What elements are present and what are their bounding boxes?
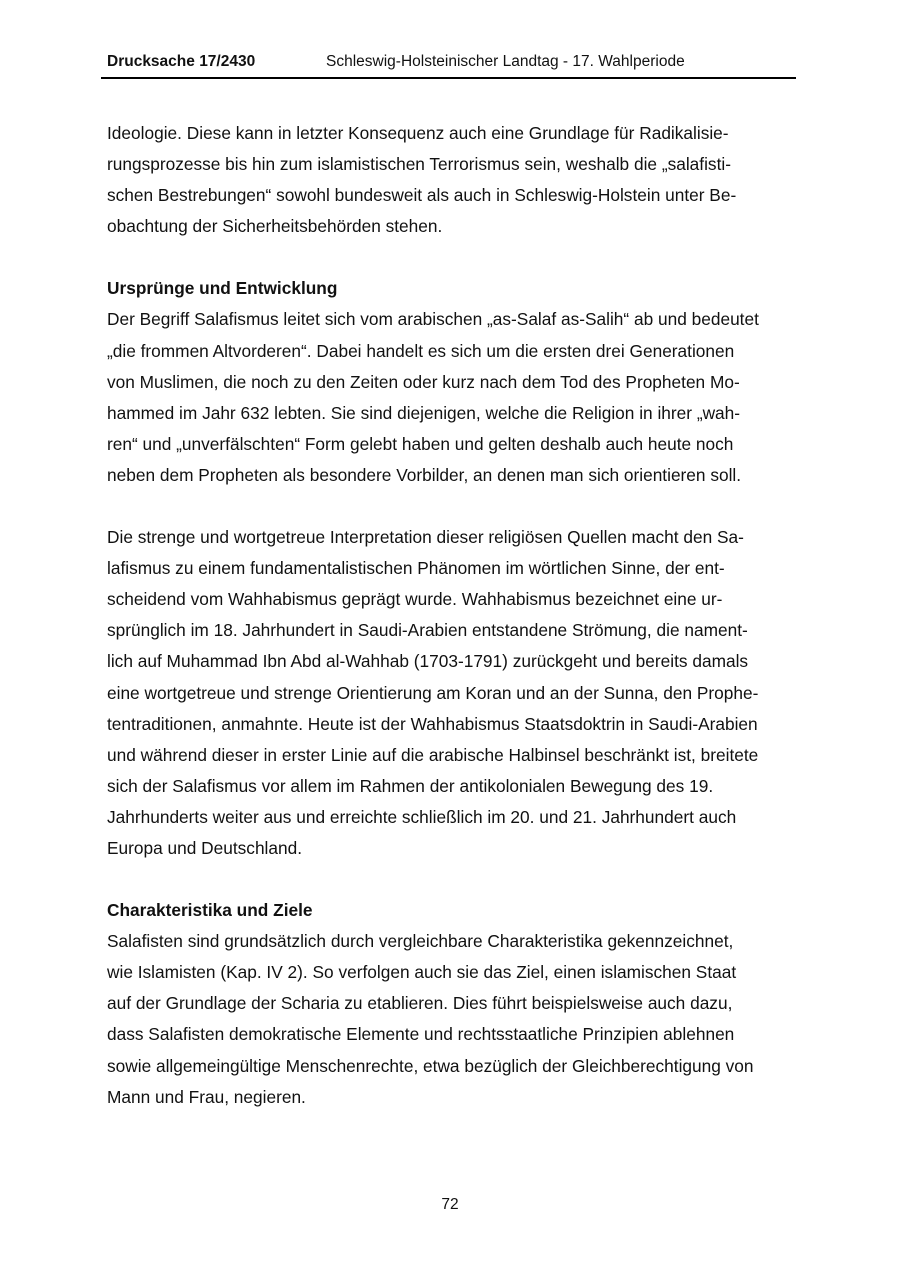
page-header: [101, 50, 796, 79]
text-line: rungsprozesse bis hin zum islamistischen Terrorismus sein, weshalb die „salafisti-: [107, 154, 731, 175]
text-line: Ideologie. Diese kann in letzter Konsequenz auch eine Grundlage für Radikalisie-: [107, 123, 729, 143]
text-line: obachtung der Sicherheitsbehörden stehen.: [107, 216, 443, 237]
text-line: sowie allgemeingültige Menschenrechte, etwa bezüglich der Gleichberechtigung von: [107, 1055, 754, 1076]
text-line: auf der Grundlage der Scharia zu etablieren. Dies führt beispielsweise auch dazu,: [107, 993, 733, 1014]
section-heading-characteristics: Charakteristika und Ziele: [107, 900, 313, 921]
document-body: [107, 118, 797, 1113]
paragraph-origins-b: [107, 522, 797, 864]
paragraph-characteristics: [107, 926, 797, 1113]
text-line: Mann und Frau, negieren.: [107, 1086, 306, 1107]
text-line: ren“ und „unverfälschten“ Form gelebt haben und gelten deshalb auch heute noch: [107, 433, 734, 454]
text-line: von Muslimen, die noch zu den Zeiten oder kurz nach dem Tod des Propheten Mo-: [107, 371, 740, 392]
text-line: Die strenge und wortgetreue Interpretation dieser religiösen Quellen macht den Sa-: [107, 527, 744, 548]
parliament-title: Schleswig-Holsteinischer Landtag - 17. Wahlperiode: [326, 53, 685, 70]
text-line: sich der Salafismus vor allem im Rahmen der antikolonialen Bewegung des 19.: [107, 775, 714, 796]
text-line: neben dem Propheten als besondere Vorbilder, an denen man sich orientieren soll.: [107, 464, 742, 485]
text-line: wie Islamisten (Kap. IV 2). So verfolgen auch sie das Ziel, einen islamischen Staat: [107, 962, 737, 983]
text-line: Der Begriff Salafismus leitet sich vom arabischen „as-Salaf as-Salih“ ab und bedeutet: [107, 309, 759, 330]
document-id: Drucksache 17/2430: [107, 53, 256, 70]
text-line: lich auf Muhammad Ibn Abd al-Wahhab (1703-1791) zurückgeht und bereits damals: [107, 651, 749, 672]
text-line: hammed im Jahr 632 lebten. Sie sind diejenigen, welche die Religion in ihrer „wah-: [107, 402, 741, 423]
text-line: eine wortgetreue und strenge Orientierung am Koran und an der Sunna, den Prophe-: [107, 682, 759, 703]
text-line: tentraditionen, anmahnte. Heute ist der Wahhabismus Staatsdoktrin in Saudi-Arabien: [107, 713, 758, 734]
page-number: 72: [441, 1196, 459, 1213]
text-line: scheidend vom Wahhabismus geprägt wurde. Wahhabismus bezeichnet eine ur-: [107, 589, 723, 610]
text-line: Jahrhunderts weiter aus und erreichte schließlich im 20. und 21. Jahrhundert auch: [107, 806, 737, 827]
text-line: lafismus zu einem fundamentalistischen Phänomen im wörtlichen Sinne, der ent-: [107, 558, 725, 579]
paragraph-origins-a: [107, 304, 797, 491]
text-line: und während dieser in erster Linie auf die arabische Halbinsel beschränkt ist, breitete: [107, 744, 759, 765]
section-heading-origins: Ursprünge und Entwicklung: [107, 278, 338, 299]
paragraph-intro: [107, 118, 797, 242]
text-line: Salafisten sind grundsätzlich durch vergleichbare Charakteristika gekennzeichnet,: [107, 931, 734, 952]
text-line: sprünglich im 18. Jahrhundert in Saudi-Arabien entstandene Strömung, die nament-: [107, 620, 748, 641]
text-line: schen Bestrebungen“ sowohl bundesweit als auch in Schleswig-Holstein unter Be-: [107, 185, 737, 206]
text-line: dass Salafisten demokratische Elemente und rechtsstaatliche Prinzipien ablehnen: [107, 1024, 735, 1045]
text-line: Europa und Deutschland.: [107, 837, 303, 858]
text-line: „die frommen Altvorderen“. Dabei handelt es sich um die ersten drei Generationen: [107, 340, 735, 361]
